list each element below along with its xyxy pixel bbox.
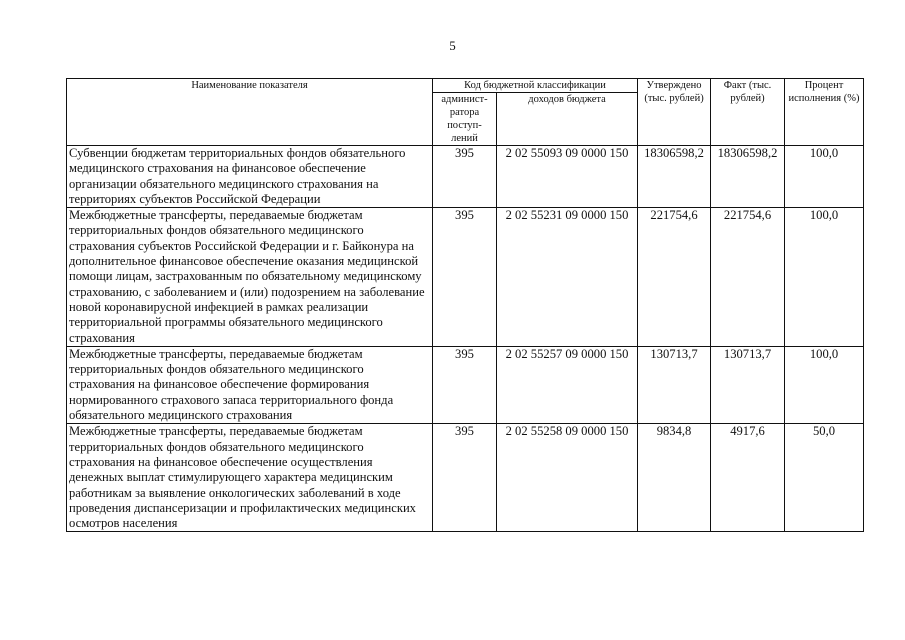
row-admin-code: 395 xyxy=(433,146,497,208)
row-income-code: 2 02 55257 09 0000 150 xyxy=(497,346,638,423)
table-row xyxy=(67,424,864,532)
row-percent: 100,0 xyxy=(785,208,864,347)
row-percent: 50,0 xyxy=(785,424,864,532)
budget-table xyxy=(66,78,864,532)
header-fact: Факт (тыс. рублей) xyxy=(711,79,785,146)
header-percent: Процент исполнения (%) xyxy=(785,79,864,146)
row-admin-code: 395 xyxy=(433,208,497,347)
header-name: Наименование показателя xyxy=(67,79,433,146)
page-number: 5 xyxy=(449,38,456,53)
header-admin: админист-ратора поступ-лений xyxy=(433,93,497,146)
row-fact: 18306598,2 xyxy=(711,146,785,208)
table-row xyxy=(67,146,864,208)
row-approved: 221754,6 xyxy=(638,208,711,347)
row-income-code: 2 02 55231 09 0000 150 xyxy=(497,208,638,347)
table-header xyxy=(67,79,864,146)
row-fact: 130713,7 xyxy=(711,346,785,423)
row-percent: 100,0 xyxy=(785,146,864,208)
row-name: Межбюджетные трансферты, передаваемые бюджетам территориальных фондов обязательного медицинского страхования на финансовое обеспечение формирования нормированного страхового запаса территориального фонда обязательного медицинского страхования xyxy=(67,346,433,423)
row-approved: 18306598,2 xyxy=(638,146,711,208)
row-income-code: 2 02 55093 09 0000 150 xyxy=(497,146,638,208)
header-approved: Утверждено (тыс. рублей) xyxy=(638,79,711,146)
row-name: Субвенции бюджетам территориальных фондов обязательного медицинского страхования на финансовое обеспечение организации обязательного медицинского страхования на территориях субъектов Российской Федерации xyxy=(67,146,433,208)
row-fact: 221754,6 xyxy=(711,208,785,347)
header-income: доходов бюджета xyxy=(497,93,638,146)
row-approved: 9834,8 xyxy=(638,424,711,532)
table-row xyxy=(67,346,864,423)
header-code-group: Код бюджетной классификации xyxy=(433,79,638,93)
table-row xyxy=(67,208,864,347)
row-admin-code: 395 xyxy=(433,346,497,423)
row-income-code: 2 02 55258 09 0000 150 xyxy=(497,424,638,532)
row-approved: 130713,7 xyxy=(638,346,711,423)
row-percent: 100,0 xyxy=(785,346,864,423)
row-name: Межбюджетные трансферты, передаваемые бюджетам территориальных фондов обязательного медицинского страхования субъектов Российской Федерации и г. Байконура на дополнительное финансовое обеспечение оказания медицинской помощи лицам, застрахованным по обязательному медицинскому страхованию, с заболеванием и (или) подозрением на заболевание новой коронавирусной инфекцией в рамках реализации территориальной программы обязательного медицинского страхования xyxy=(67,208,433,347)
row-fact: 4917,6 xyxy=(711,424,785,532)
row-admin-code: 395 xyxy=(433,424,497,532)
table-body xyxy=(67,146,864,532)
row-name: Межбюджетные трансферты, передаваемые бюджетам территориальных фондов обязательного медицинского страхования на финансовое обеспечение осуществления денежных выплат стимулирующего характера медицинским работникам за выявление онкологических заболеваний в ходе проведения диспансеризации и профилактических медицинских осмотров населения xyxy=(67,424,433,532)
